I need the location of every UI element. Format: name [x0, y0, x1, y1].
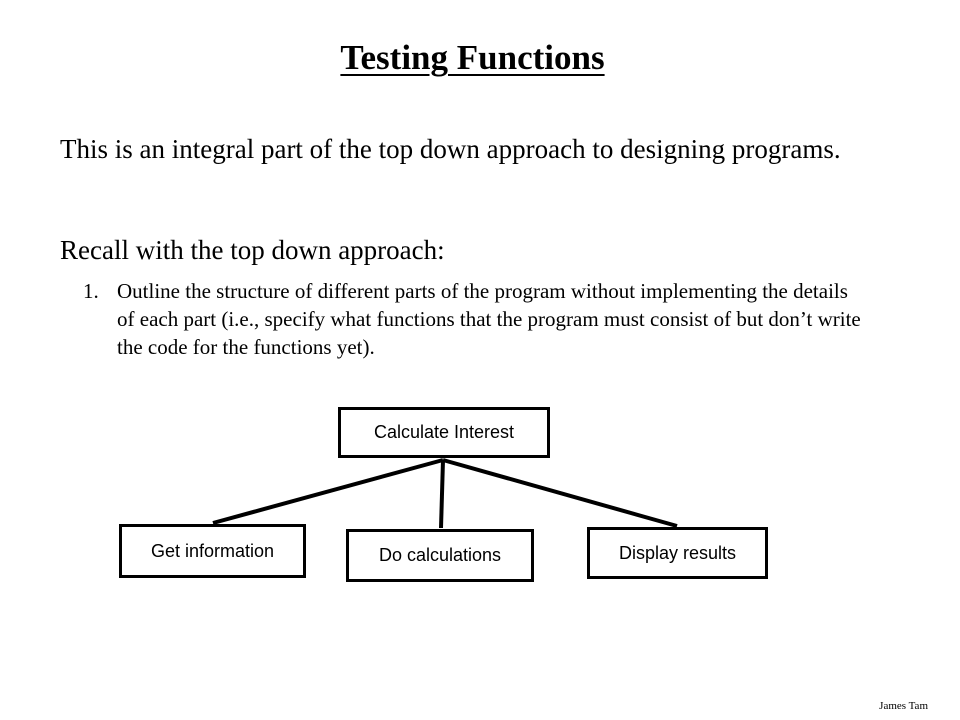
- node-display-results: Display results: [587, 527, 768, 579]
- node-get-information: Get information: [119, 524, 306, 578]
- footer-author: James Tam: [879, 700, 928, 712]
- connector-get-information: [213, 460, 443, 523]
- step-text: Outline the structure of different parts of the program without implementing the details of each part (i.e., specify what functions that the program must consist of but don’t write the code for the functions yet).: [117, 279, 861, 359]
- step-number: 1.: [83, 279, 99, 303]
- recall-paragraph: Recall with the top down approach:: [60, 235, 445, 265]
- connector-do-calculations: [441, 460, 443, 528]
- node-calculate-interest: Calculate Interest: [338, 407, 550, 458]
- connector-display-results: [443, 460, 677, 526]
- intro-paragraph: This is an integral part of the top down approach to designing programs.: [60, 134, 841, 164]
- slide-title: Testing Functions: [340, 38, 605, 77]
- node-do-calculations: Do calculations: [346, 529, 534, 582]
